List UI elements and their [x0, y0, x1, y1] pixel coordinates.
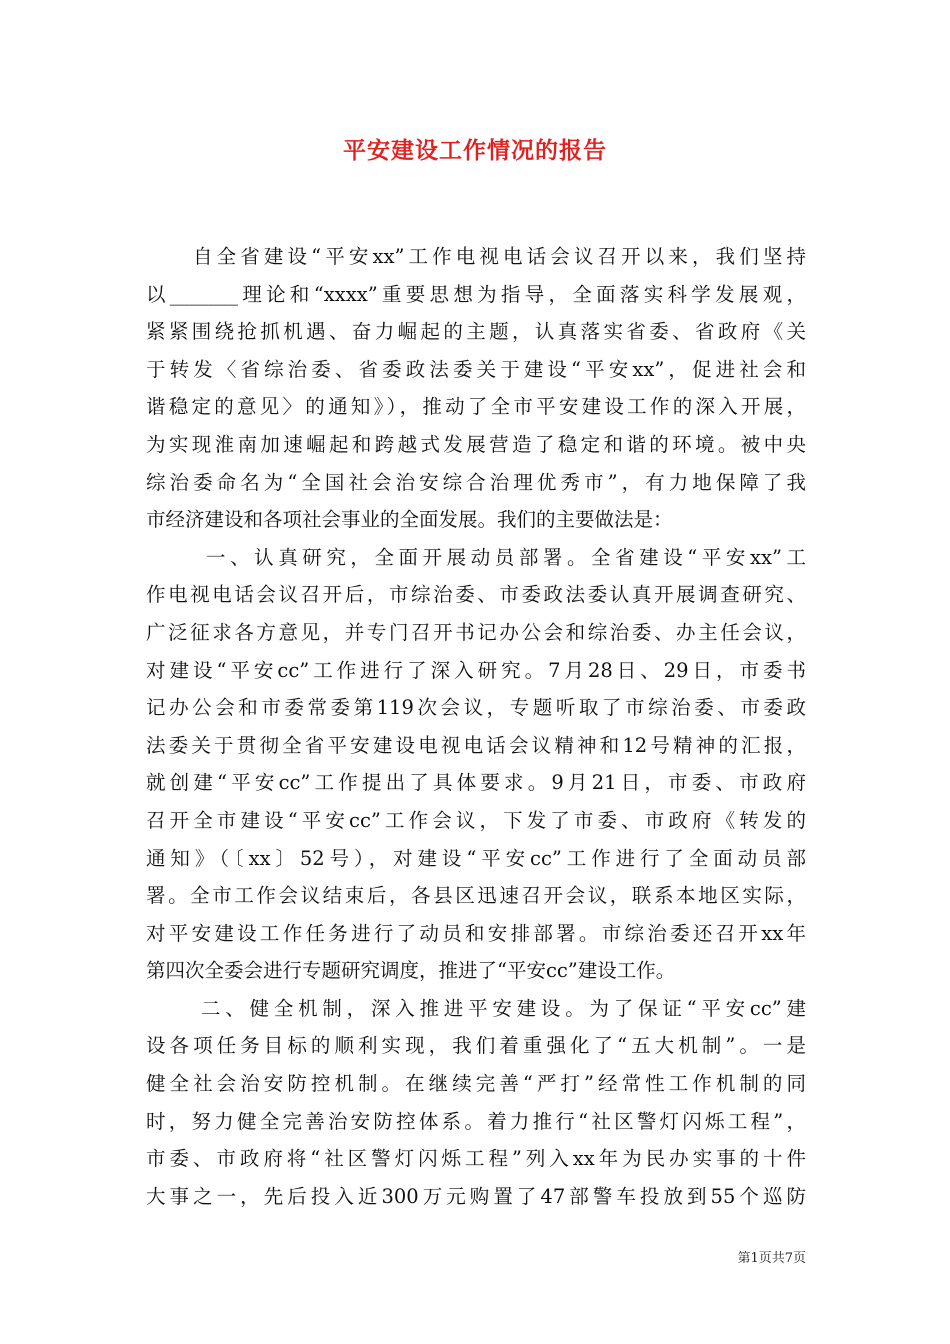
- body-line: 就创建“平安cc”工作提出了具体要求。9月21日，市委、市政府: [146, 771, 806, 795]
- document-body: [146, 238, 806, 1215]
- body-line: 对平安建设工作任务进行了动员和安排部署。市综治委还召开xx年: [146, 921, 806, 945]
- body-line: 作电视电话会议召开后，市综治委、市委政法委认真开展调查研究、: [146, 583, 806, 607]
- body-line: 以_______理论和“xxxx”重要思想为指导，全面落实科学发展观，: [146, 282, 806, 306]
- body-line: 综治委命名为“全国社会治安综合治理优秀市”，有力地保障了我: [146, 470, 806, 494]
- section-heading-line: 一、认真研究，全面开展动员部署。全省建设“平安xx”工: [206, 545, 806, 569]
- body-line: 健全社会治安防控机制。在继续完善“严打”经常性工作机制的同: [146, 1072, 806, 1096]
- body-line: 召开全市建设“平安cc”工作会议，下发了市委、市政府《转发的: [146, 808, 806, 832]
- body-line: 第四次全委会进行专题研究调度，推进了“平安cc”建设工作。: [146, 959, 676, 983]
- document-title: 平安建设工作情况的报告: [343, 137, 607, 164]
- body-line: 谐稳定的意见〉的通知》），推动了全市平安建设工作的深入开展，: [146, 395, 806, 419]
- body-line: 自全省建设“平安xx”工作电视电话会议召开以来，我们坚持: [193, 245, 806, 268]
- body-line: 市经济建设和各项社会事业的全面发展。我们的主要做法是：: [146, 508, 673, 532]
- page-number: 第1页共7页: [737, 1251, 806, 1266]
- body-line: 署。全市工作会议结束后，各县区迅速召开会议，联系本地区实际，: [146, 884, 806, 908]
- body-line: 记办公会和市委常委第119次会议，专题听取了市综治委、市委政: [146, 696, 806, 720]
- body-line: 广泛征求各方意见，并专门召开书记办公会和综治委、办主任会议，: [146, 620, 806, 644]
- body-line: 时，努力健全完善治安防控体系。着力推行“社区警灯闪烁工程”，: [146, 1109, 806, 1133]
- body-line: 于转发〈省综治委、省委政法委关于建设“平安xx”，促进社会和: [146, 357, 806, 381]
- section-heading-line: 二、健全机制，深入推进平安建设。为了保证“平安cc”建: [201, 996, 806, 1020]
- body-line: 市委、市政府将“社区警灯闪烁工程”列入xx年为民办实事的十件: [146, 1147, 806, 1171]
- body-line: 设各项任务目标的顺利实现，我们着重强化了“五大机制”。一是: [146, 1034, 806, 1058]
- body-line: 大事之一，先后投入近300万元购置了47部警车投放到55个巡防: [146, 1184, 806, 1208]
- body-line: 对建设“平安cc”工作进行了深入研究。7月28日、29日，市委书: [146, 658, 806, 682]
- body-line: 法委关于贯彻全省平安建设电视电话会议精神和12号精神的汇报，: [146, 733, 806, 757]
- body-line: 通知》（〔xx〕52号），对建设“平安cc”工作进行了全面动员部: [146, 846, 806, 870]
- body-line: 为实现淮南加速崛起和跨越式发展营造了稳定和谐的环境。被中央: [146, 432, 806, 456]
- body-line: 紧紧围绕抢抓机遇、奋力崛起的主题，认真落实省委、省政府《关: [146, 320, 806, 344]
